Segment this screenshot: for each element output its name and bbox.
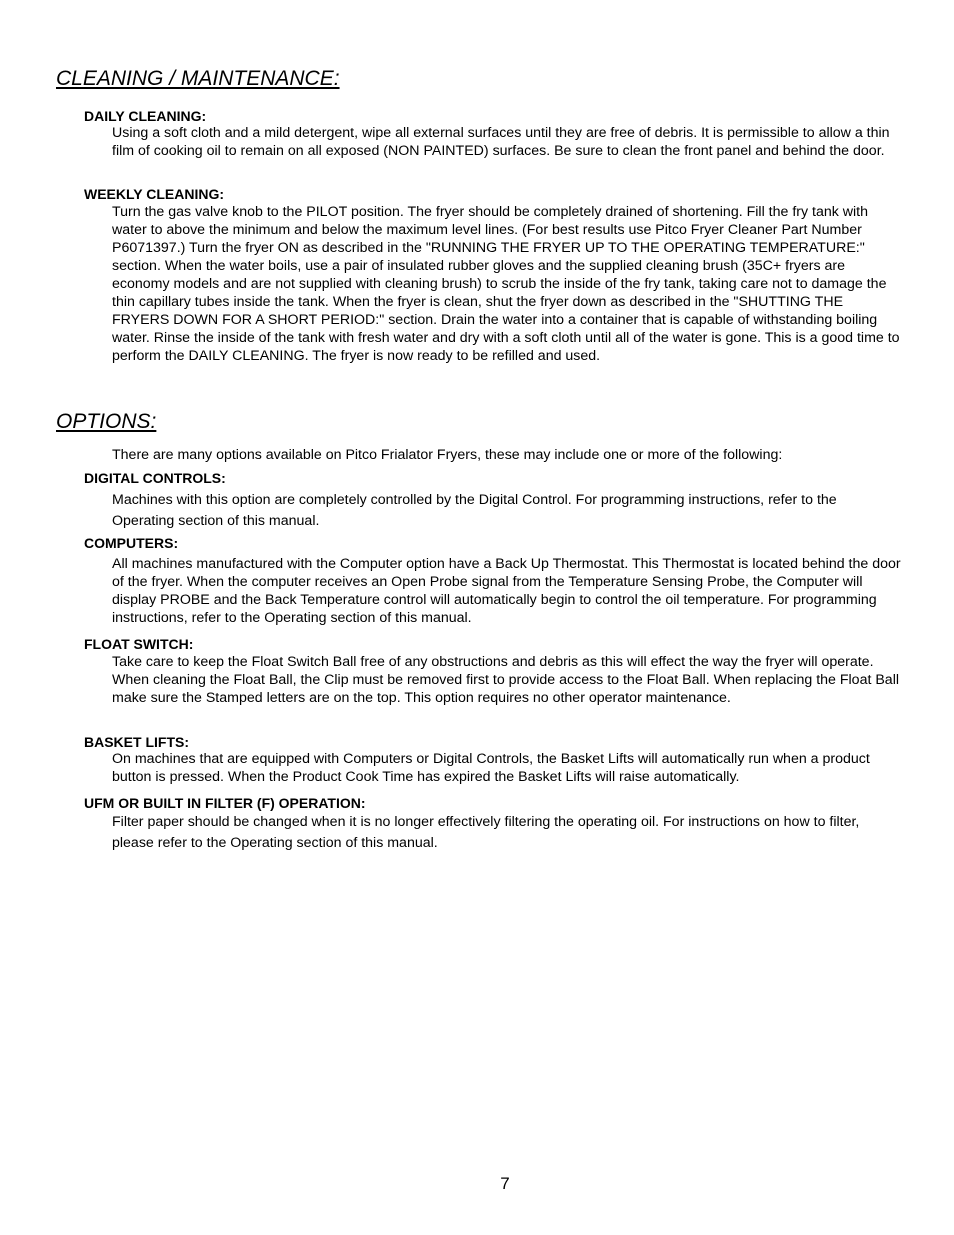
page-number: 7: [500, 1174, 510, 1193]
computers-heading: COMPUTERS:: [84, 535, 179, 551]
basket-lifts-heading: BASKET LIFTS:: [84, 734, 189, 750]
options-intro-text: There are many options available on Pitco Frialator Fryers, these may include one or more of the following:: [112, 447, 783, 463]
weekly-cleaning-text: Turn the gas valve knob to the PILOT position. The fryer should be completely drained of shortening. Fill the fry tank with water to above the minimum and below the maximum level lines. (For best results use Pitco Fryer Cleaner Part Number P6071397.) Turn the fryer ON as described in the "RUNNING THE FRYER UP TO THE OPERATING TEMPERATURE:" section. When the water boils, use a pair of insulated rubber gloves and the supplied cleaning brush (35C+ fryers are economy models and are not supplied with cleaning brush) to scrub the inside of the fry tank, taking care not to damage the thin capillary tubes inside the tank. When the fryer is clean, shut the fryer down as described in the "SHUTTING THE FRYERS DOWN FOR A SHORT PERIOD:" section. Drain the water into a container that is capable of withstanding boiling water. Rinse the inside of the tank with fresh water and dry with a soft cloth until all of the water is gone. This is a good time to perform the DAILY CLEANING. The fryer is now ready to be refilled and used.: [112, 204, 900, 364]
digital-controls-heading: DIGITAL CONTROLS:: [84, 470, 226, 486]
basket-lifts-text: On machines that are equipped with Computers or Digital Controls, the Basket Lifts will automatically run when a product button is pressed. When the Product Cook Time has expired the Basket Lifts will raise automatically.: [112, 751, 870, 785]
daily-cleaning-heading: DAILY CLEANING:: [84, 108, 207, 124]
float-switch-text: Take care to keep the Float Switch Ball free of any obstructions and debris as this will effect the way the fryer will operate. When cleaning the Float Ball, the Clip must be removed first to provide access to the Float Ball. When replacing the Float Ball make sure the Stamped letters are on the top. This option requires no other operator maintenance.: [112, 654, 900, 706]
daily-cleaning-text: Using a soft cloth and a mild detergent, wipe all external surfaces until they are free of debris. It is permissible to allow a thin film of cooking oil to remain on all exposed (NON PAINTED) surfaces. Be sure to clean the front panel and behind the door.: [112, 125, 890, 159]
digital-controls-text: Machines with this option are completely controlled by the Digital Control. For programming instructions, refer to the Operating section of this manual.: [112, 492, 837, 529]
computers-text: All machines manufactured with the Computer option have a Back Up Thermostat. This Thermostat is located behind the door of the fryer. When the computer receives an Open Probe signal from the Temperature Sensing Probe, the Computer will display PROBE and the Back Temperature control will automatically begin to control the oil temperature. For programming instructions, refer to the Operating section of this manual.: [112, 556, 901, 626]
weekly-cleaning-heading: WEEKLY CLEANING:: [84, 186, 225, 202]
filter-operation-text: Filter paper should be changed when it is no longer effectively filtering the operating oil. For instructions on how to filter, please refer to the Operating section of this manual.: [112, 814, 860, 851]
options-heading: OPTIONS:: [56, 410, 157, 433]
cleaning-maintenance-heading: CLEANING / MAINTENANCE:: [56, 67, 340, 90]
filter-operation-heading: UFM OR BUILT IN FILTER (F) OPERATION:: [84, 795, 366, 811]
float-switch-heading: FLOAT SWITCH:: [84, 636, 194, 652]
